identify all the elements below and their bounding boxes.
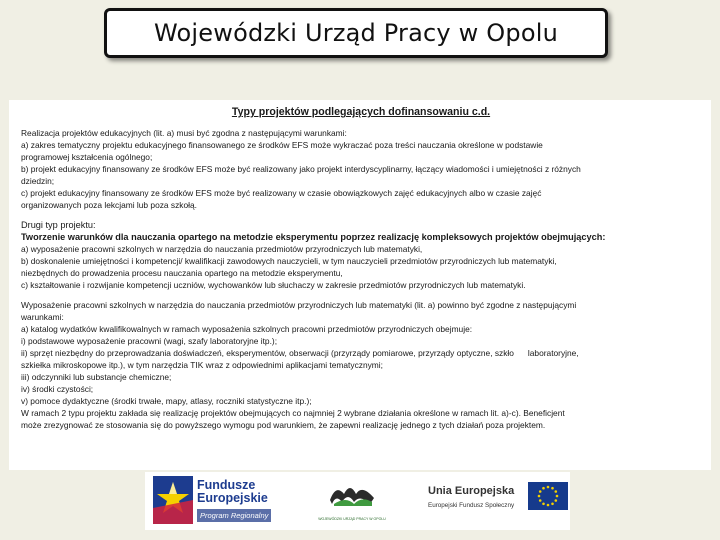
intro-block <box>21 127 701 211</box>
second-type-item: niezbędnych do prowadzenia procesu nauczania opartego na metodzie eksperymentu, <box>21 268 343 278</box>
equipment-line: Wyposażenie pracowni szkolnych w narzędzia do nauczania przedmiotów przyrodniczych lub matematyki (lit. a) powinno być zgodne z następującymi <box>21 300 577 310</box>
eu-logo-title: Unia Europejska <box>428 485 515 497</box>
equipment-line: ii) sprzęt niezbędny do przeprowadzania doświadczeń, eksperymentów, obserwacji (przyrządy pomiarowe, przyrządy optyczne, szkło laboratoryjne, <box>21 348 579 358</box>
intro-line: c) projekt edukacyjny finansowany ze środków EFS może być realizowany w czasie obowiązkowych zajęć edukacyjnych albo w czasie zajęć <box>21 188 542 198</box>
intro-line: Realizacja projektów edukacyjnych (lit. a) musi być zgodna z następującymi warunkami: <box>21 128 347 138</box>
second-type-item: a) wyposażenie pracowni szkolnych w narzędzia do nauczania przedmiotów przyrodniczych lub matematyki, <box>21 244 423 254</box>
slide-title: Wojewódzki Urząd Pracy w Opolu <box>154 19 558 47</box>
equipment-line: szkiełka mikroskopowe itp.), w tym narzędzia TIK wraz z odpowiednimi aplikacjami tematycznymi; <box>21 360 383 370</box>
equipment-line: i) podstawowe wyposażenie pracowni (wagi, szafy laboratoryjne itp.); <box>21 336 278 346</box>
efs-logo-line2: Europejskie <box>197 491 268 505</box>
content-heading: Typy projektów podlegających dofinansowaniu c.d. <box>231 106 491 118</box>
equipment-line: iii) odczynniki lub substancje chemiczne; <box>21 372 172 382</box>
wup-logo-text: WOJEWÓDZKI URZĄD PRACY W OPOLU <box>318 517 386 521</box>
equipment-line: warunkami: <box>21 312 64 322</box>
efs-logo-line1: Fundusze <box>197 478 256 492</box>
intro-line: a) zakres tematyczny projektu edukacyjnego finansowanego ze środków EFS może wykraczać poza treści nauczania określone w podstawie <box>21 140 543 150</box>
efs-logo-text <box>197 479 268 505</box>
second-type-item: c) kształtowanie i rozwijanie kompetencji uczniów, wychowanków lub słuchaczy w zakresie przedmiotów przyrodniczych lub matematyki. <box>21 280 526 290</box>
intro-line: b) projekt edukacyjny finansowany ze środków EFS może być realizowany jako projekt interdyscyplinarny, łączący wiadomości i umiejętności z różnych <box>21 164 581 174</box>
intro-line: programowej kształcenia ogólnego; <box>21 152 153 162</box>
second-type-label: Drugi typ projektu: <box>21 220 96 230</box>
efs-star-icon <box>153 476 193 524</box>
unia-europejska-logo <box>428 478 568 524</box>
equipment-line: a) katalog wydatków kwalifikowalnych w ramach wyposażenia szkolnych pracowni przedmiotów przyrodniczych obejmuje: <box>21 324 473 334</box>
equipment-line: W ramach 2 typu projektu zakłada się realizację projektów obejmujących co najmniej 2 wybrane działania określone w ramach lit. a)-c). Beneficjent <box>21 408 565 418</box>
second-type-block <box>21 219 701 291</box>
content-panel <box>9 100 711 470</box>
eu-logo-sub: Europejski Fundusz Społeczny <box>428 502 515 509</box>
equipment-line: v) pomoce dydaktyczne (środki trwałe, mapy, atlasy, roczniki statystyczne itp.); <box>21 396 312 406</box>
second-type-item: b) doskonalenie umiejętności i kompetencji/ kwalifikacji zawodowych nauczycieli, w tym nauczycieli przedmiotów przyrodniczych lub matematyki, <box>21 256 557 266</box>
efs-logo-sub: Program Regionalny <box>197 509 271 522</box>
intro-line: organizowanych poza lekcjami lub poza szkołą. <box>21 200 197 210</box>
logo-footer <box>145 472 570 530</box>
slide-title-box <box>104 8 608 58</box>
fundusze-europejskie-logo <box>153 476 281 526</box>
wup-emblem-icon <box>326 480 378 510</box>
wup-opole-logo <box>317 480 387 524</box>
second-type-heading: Tworzenie warunków dla nauczania opartego na metodzie eksperymentu poprzez realizację kompleksowych projektów obejmujących: <box>21 232 606 242</box>
equipment-line: może zrezygnować ze stosowania się do powyższego wymogu pod warunkiem, że zapewni realizację jednego z tych działań poza projektem. <box>21 420 546 430</box>
intro-line: dziedzin; <box>21 176 55 186</box>
equipment-line: iv) środki czystości; <box>21 384 94 394</box>
equipment-block <box>21 299 701 431</box>
eu-flag-icon <box>528 482 568 510</box>
